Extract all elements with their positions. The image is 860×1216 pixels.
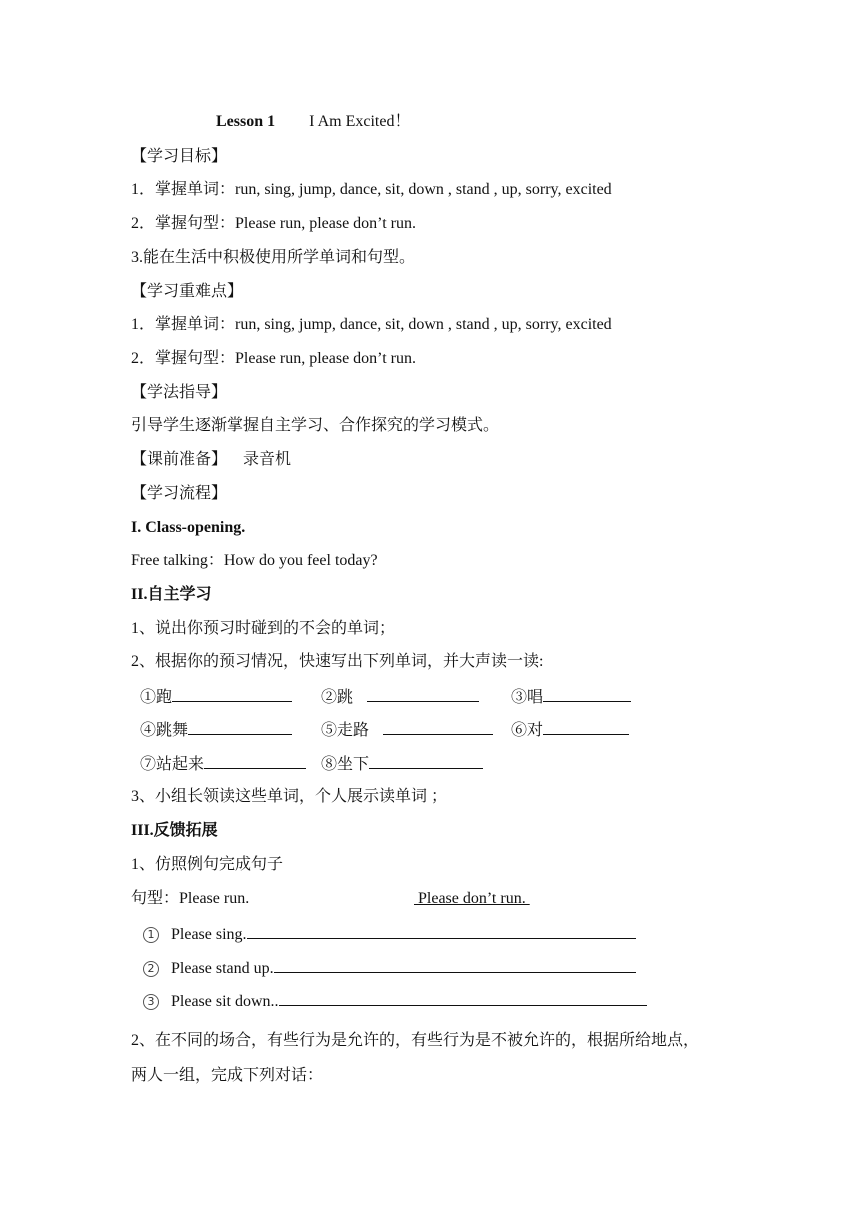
circled-number: 1 <box>143 927 159 943</box>
self-study-item-3: 3、小组长领读这些单词，个人展示读单词 ； <box>131 788 448 805</box>
word-prompt: ④跳舞 <box>140 722 189 739</box>
feedback-item-1: 1、仿照例句完成句子 <box>131 856 284 873</box>
circled-number: 2 <box>143 961 159 977</box>
answer-blank[interactable] <box>188 719 292 735</box>
answer-blank[interactable] <box>247 923 636 939</box>
answer-blank[interactable] <box>367 686 479 702</box>
section-class-opening: I. Class-opening. <box>131 519 246 536</box>
method-text: 引导学生逐渐掌握自主学习、合作探究的学习模式。 <box>131 417 500 434</box>
feedback-item-2-line-1: 2、在不同的场合，有些行为是允许的，有些行为是不被允许的，根据所给地点， <box>131 1032 700 1049</box>
pattern-example: Please don’t run. <box>414 890 530 907</box>
feedback-item-2-line-2: 两人一组，完成下列对话： <box>131 1067 324 1084</box>
word-blank-stand-up <box>140 753 306 775</box>
answer-blank[interactable] <box>204 753 306 769</box>
answer-blank[interactable] <box>543 686 631 702</box>
preparation-line: 【课前准备】 录音机 <box>131 451 292 468</box>
free-talking-line: Free talking：How do you feel today? <box>131 552 378 569</box>
answer-blank[interactable] <box>543 719 629 735</box>
objectives-heading: 【学习目标】 <box>131 148 228 165</box>
sentence-text: Please stand up. <box>171 960 274 977</box>
word-blank-jump <box>321 686 479 708</box>
circled-number: 3 <box>143 994 159 1010</box>
section-self-study: II.自主学习 <box>131 586 212 603</box>
sentence-text: Please sing. <box>171 926 247 943</box>
word-blank-walk <box>321 719 493 741</box>
key-point-2: 2．掌握句型：Please run, please don’t run. <box>131 350 416 367</box>
answer-blank[interactable] <box>274 957 636 973</box>
word-blank-sing <box>511 686 631 708</box>
word-prompt: ⑥对 <box>511 722 544 739</box>
answer-blank[interactable] <box>279 990 647 1006</box>
word-prompt: ⑦站起来 <box>140 756 205 773</box>
sentence-row-3 <box>143 990 647 1012</box>
lesson-title <box>216 112 410 132</box>
sentence-row-1 <box>143 923 636 945</box>
sentence-text: Please sit down.. <box>171 993 279 1010</box>
lesson-name: I Am Excited！ <box>309 113 411 130</box>
sentence-row-2 <box>143 957 636 979</box>
objective-2: 2．掌握句型：Please run, please don’t run. <box>131 215 416 232</box>
word-blank-right <box>511 719 629 741</box>
word-prompt: ⑤走路 <box>321 722 374 739</box>
word-blank-sit-down <box>321 753 483 775</box>
objective-3: 3.能在生活中积极使用所学单词和句型。 <box>131 249 416 266</box>
method-heading: 【学法指导】 <box>131 384 228 401</box>
pattern-label: 句型：Please run. <box>131 890 250 907</box>
word-prompt: ⑧坐下 <box>321 756 370 773</box>
word-prompt: ①跑 <box>140 689 173 706</box>
word-blank-run <box>140 686 292 708</box>
key-points-heading: 【学习重难点】 <box>131 283 244 300</box>
section-feedback: III.反馈拓展 <box>131 822 218 839</box>
answer-blank[interactable] <box>383 719 493 735</box>
word-blank-dance <box>140 719 292 741</box>
self-study-item-2: 2、根据你的预习情况，快速写出下列单词，并大声读一读: <box>131 653 544 670</box>
answer-blank[interactable] <box>369 753 483 769</box>
objective-1: 1．掌握单词：run, sing, jump, dance, sit, down , stand , up, sorry, excited <box>131 181 612 198</box>
word-prompt: ②跳 <box>321 689 358 706</box>
key-point-1: 1．掌握单词：run, sing, jump, dance, sit, down , stand , up, sorry, excited <box>131 316 612 333</box>
process-heading: 【学习流程】 <box>131 485 228 502</box>
answer-blank[interactable] <box>172 686 292 702</box>
lesson-number: Lesson 1 <box>216 113 276 130</box>
word-prompt: ③唱 <box>511 689 544 706</box>
self-study-item-1: 1、说出你预习时碰到的不会的单词； <box>131 620 396 637</box>
